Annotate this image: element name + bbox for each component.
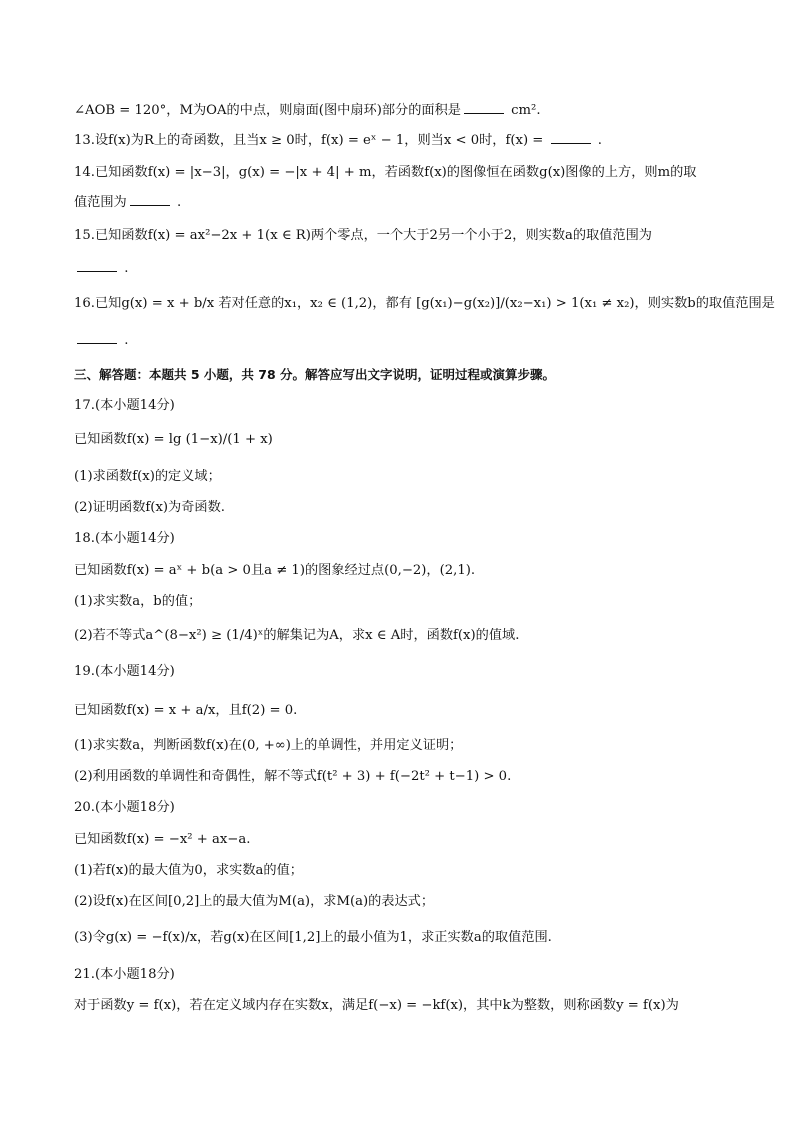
question-17-stem: 已知函数f(x) = lg (1−x)/(1 + x) [74,432,273,447]
question-20-part-2: (2)设f(x)在区间[0,2]上的最大值为M(a)，求M(a)的表达式； [74,894,435,909]
question-19-stem: 已知函数f(x) = x + a/x，且f(2) = 0. [74,703,298,718]
question-18-title: 18.(本小题14分) [74,531,175,546]
question-20-title: 20.(本小题18分) [74,800,175,815]
question-16: 16.已知g(x) = x + b/x 若对任意的x₁，x₂ ∈ (1,2)，都有 [g(x₁)−g(x₂)]/(x₂−x₁) > 1(x₁ ≠ x₂)，则实数b的取值范围是 [74,296,775,311]
answer-blank [77,331,117,344]
question-19-part-2: (2)利用函数的单调性和奇偶性，解不等式f(t² + 3) + f(−2t² + t−1) > 0. [74,769,512,784]
question-17-part-2: (2)证明函数f(x)为奇函数. [74,500,225,515]
text-line: . [74,259,724,279]
section-heading: 三、解答题：本题共 5 小题，共 78 分。解答应写出文字说明，证明过程或演算步骤。 [74,367,556,382]
question-17-title: 17.(本小题14分) [74,398,175,413]
question-21-title: 21.(本小题18分) [74,967,175,982]
answer-blank [77,259,117,272]
question-15: 15.已知函数f(x) = ax²−2x + 1(x ∈ R)两个零点，一个大于2另一个小于2，则实数a的取值范围为 [74,228,652,243]
text-line: . [74,331,724,351]
question-20-part-1: (1)若f(x)的最大值为0，求实数a的值； [74,863,303,878]
question-19-part-1: (1)求实数a，判断函数f(x)在(0, +∞)上的单调性，并用定义证明； [74,738,463,753]
answer-blank [464,101,504,114]
answer-blank [551,131,591,144]
text-line: ∠AOB = 120°，M为OA的中点，则扇面(图中扇环)部分的面积是 cm². [74,103,541,118]
text-line: 值范围为 . [74,195,182,210]
question-17-part-1: (1)求函数f(x)的定义域； [74,469,221,484]
question-14: 14.已知函数f(x) = |x−3|，g(x) = −|x + 4| + m，若函数f(x)的图像恒在函数g(x)图像的上方，则m的取 [74,165,697,180]
answer-blank [130,193,170,206]
question-13: 13.设f(x)为R上的奇函数，且当x ≥ 0时，f(x) = eˣ − 1，则当x < 0时，f(x) = . [74,133,602,148]
question-19-title: 19.(本小题14分) [74,664,175,679]
question-21-stem: 对于函数y = f(x)，若在定义域内存在实数x，满足f(−x) = −kf(x)，其中k为整数，则称函数y = f(x)为 [74,998,679,1013]
question-20-part-3: (3)令g(x) = −f(x)/x，若g(x)在区间[1,2]上的最小值为1，求正实数a的取值范围. [74,930,552,945]
question-18-part-2: (2)若不等式a^(8−x²) ≥ (1/4)ˣ的解集记为A，求x ∈ A时，函数f(x)的值域. [74,628,520,643]
question-20-stem: 已知函数f(x) = −x² + ax−a. [74,832,251,847]
question-18-stem: 已知函数f(x) = aˣ + b(a > 0且a ≠ 1)的图象经过点(0,−2)，(2,1). [74,563,476,578]
question-18-part-1: (1)求实数a，b的值； [74,594,202,609]
